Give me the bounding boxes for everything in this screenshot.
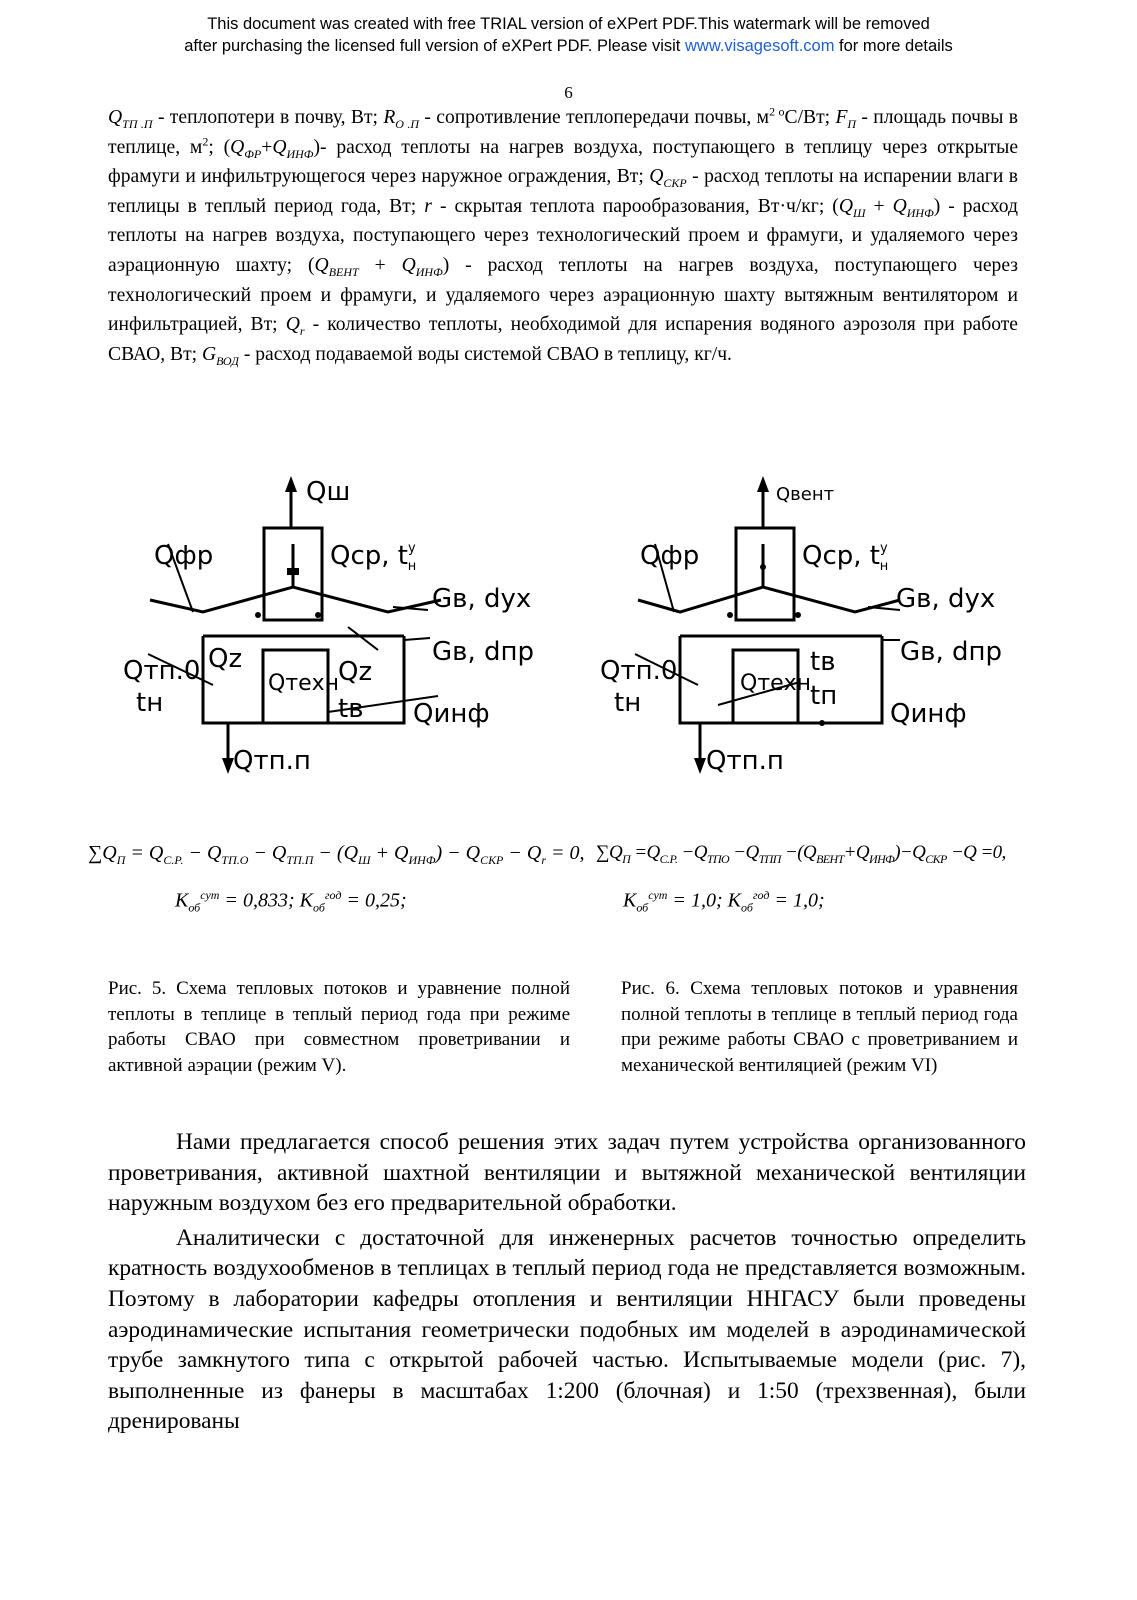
label-g-dpr: Gв, dпр xyxy=(900,637,1003,667)
body-text xyxy=(108,1127,1026,1437)
label-q-tpp: Qтп.п xyxy=(706,746,784,776)
watermark-text: after purchasing the licensed full version of eXPert PDF. Please visit xyxy=(184,37,685,55)
label-q-fr: Qфр xyxy=(640,541,700,571)
intro-paragraph: $Q_{ТП .П}$ - теплопотери в почву, Вт; $R_{О .П}$ - сопротивление теплопередачи почвы, $м^{2 о}С/Вт$; $F_П$ - площадь почвы в теплице, $м^2$; $(Q_{ФР}+Q_{ИНФ})-$ расход теплоты на нагрев воздуха, поступающего в теплицу через открытые фрамуги и инфильтрующегося через наружное ограждения, Вт; $Q_{СКР}$ - расход теплоты на испарении влаги в теплицы в теплый период года, Вт; r - скрытая теплота парообразования, Вт·ч/кг; $(Q_Ш + Q_{ИНФ})$ - расход теплоты на нагрев воздуха, поступающего через технологический проем и фрамуги, и удаляемого через аэрационную шахту; $(Q_{ВЕНТ} + Q_{ИНФ})$ - расход теплоты на нагрев воздуха, поступающего через технологический проем и фрамуги, и удаляемого через аэрационную шахту вытяжным вентилятором и инфильтрацией, Вт; $Q_r$ - количество теплоты, необходимой для испарения водяного аэрозоля при работе СВАО, Вт; $G_{ВОД}$ - расход подаваемой воды системой СВАО в теплицу, кг/ч. xyxy=(108,104,1019,368)
figure-6-caption: Рис. 6. Схема тепловых потоков и уравнения полной теплоты в теплице в теплый период года при режиме работы СВАО с проветриванием и механической вентиляцией (режим VI) xyxy=(621,978,1018,1076)
roof-outline xyxy=(638,587,900,612)
body-paragraph-2: Аналитически с достаточной для инженерных расчетов точностью определить кратность воздухообменов в теплицах в теплый период года не представляется возможным. Поэтому в лаборатории кафедры отопления и вентиляции ННГАСУ были проведены аэродинамические испытания геометрически подобных им моделей в аэродинамической трубе замкнутого типа с открытой рабочей частью. Испытываемые модели (рис. 7), выполненные из фанеры в масштабах 1:200 (блочная) и 1:50 (трехзвенная), были дренированы xyxy=(108,1224,1026,1435)
label-t-n: tн xyxy=(136,688,164,718)
label-t-v: tв xyxy=(810,647,836,677)
label-t-n: tн xyxy=(614,688,642,718)
label-q-tech: Qтехн xyxy=(740,671,812,696)
label-q-inf: Qинф xyxy=(890,699,967,729)
label-q-tech: Qтехн xyxy=(268,671,340,696)
figure-5-caption: Рис. 5. Схема тепловых потоков и уравнение полной теплоты в теплице в теплый период года при режиме работы СВАО при совместном проветривании и активной аэрации (режим V). xyxy=(108,978,570,1076)
label-q-sh: Qш xyxy=(306,477,351,507)
label-q-vent: Qвент xyxy=(776,484,835,505)
watermark-line-2 xyxy=(0,36,1137,56)
label-t-v: tв xyxy=(338,694,364,724)
arrow-up-icon xyxy=(285,476,297,492)
arrow-down-icon xyxy=(694,758,706,774)
coefficients-fig6: $K_{об}^{сут} = 1,0$; $K_{об}^{год} = 1,0$; xyxy=(623,888,825,915)
label-t-p: tп xyxy=(810,681,838,711)
label-g-dux: Gв, dух xyxy=(896,584,996,614)
coefficients-fig5: $K_{об}^{сут} = 0,833$; $K_{об}^{год} = 0,25$; xyxy=(175,888,407,915)
label-g-dpr: Gв, dпр xyxy=(432,637,535,667)
figure-6-diagram xyxy=(600,472,1040,802)
watermark-text-suffix: for more details xyxy=(834,37,953,55)
equation-fig6: $\sum Q_П =Q_{С.Р.} -Q_{ТПО} -Q_{ТПП} -(Q_{ВЕНТ}+Q_{ИНФ})-Q_{СКР} -Q =0$, xyxy=(596,842,1006,866)
body-paragraph-1: Нами предлагается способ решения этих задач путем устройства организованного проветривания, активной шахтной вентиляции и вытяжной механической вентиляции наружным воздухом без его предварительной обработки. xyxy=(108,1129,1026,1217)
watermark-link[interactable]: www.visagesoft.com xyxy=(684,37,835,55)
page-number: 6 xyxy=(564,83,573,102)
label-q-tpp: Qтп.п xyxy=(233,746,311,776)
label-q-inf: Qинф xyxy=(413,699,490,729)
label-q-z-left: Qz xyxy=(208,644,243,674)
label-q-fr: Qфр xyxy=(154,541,214,571)
label-q-z-right: Qz xyxy=(338,657,373,687)
watermark-line-1: This document was created with free TRIAL version of eXPert PDF.This watermark will be removed xyxy=(207,15,930,33)
label-g-dux: Gв, dух xyxy=(432,584,532,614)
equation-fig5: $\sum Q_П = Q_{С.Р.} - Q_{ТП.О} - Q_{ТП.П} - (Q_Ш + Q_{ИНФ}) - Q_{СКР} - Q_r = 0$, xyxy=(88,842,585,867)
label-q-sr: Qср, $t^у$ н xyxy=(802,541,889,574)
exhaust-shaft xyxy=(736,528,794,620)
label-q-tp0: Qтп.0 xyxy=(123,656,201,686)
label-q-sr: Qср, $t^у$ н xyxy=(330,541,417,574)
label-q-tp0: Qтп.0 xyxy=(600,656,678,686)
arrow-up-icon xyxy=(757,476,769,492)
figure-5-diagram xyxy=(108,472,568,802)
